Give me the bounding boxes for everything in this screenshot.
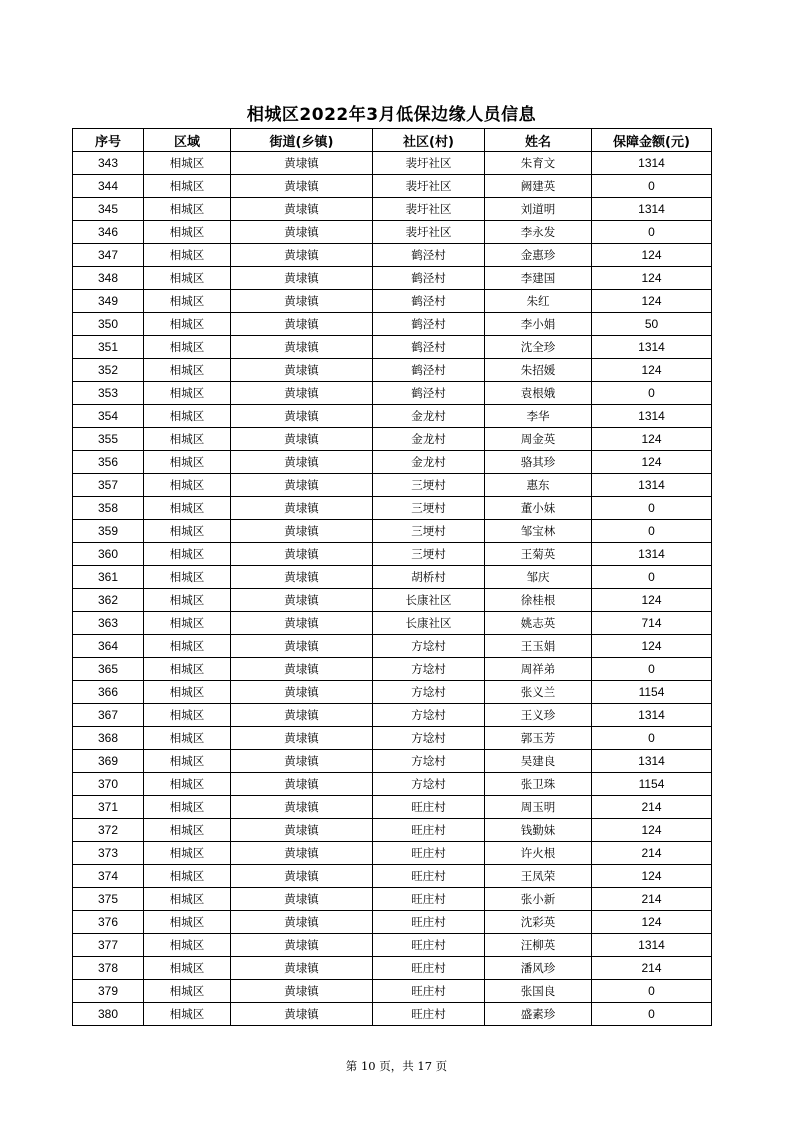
cell-district: 相城区 <box>144 612 231 635</box>
cell-community: 鹤泾村 <box>373 244 485 267</box>
cell-street: 黄埭镇 <box>231 336 373 359</box>
cell-community: 方埝村 <box>373 704 485 727</box>
cell-serial: 346 <box>73 221 144 244</box>
cell-community: 旺庄村 <box>373 796 485 819</box>
cell-community: 方埝村 <box>373 635 485 658</box>
cell-district: 相城区 <box>144 152 231 175</box>
cell-name: 郭玉芳 <box>485 727 592 750</box>
cell-name: 汪柳英 <box>485 934 592 957</box>
cell-community: 方埝村 <box>373 727 485 750</box>
cell-name: 沈彩英 <box>485 911 592 934</box>
cell-community: 方埝村 <box>373 750 485 773</box>
cell-name: 钱勤妹 <box>485 819 592 842</box>
cell-community: 旺庄村 <box>373 957 485 980</box>
cell-community: 裴圩社区 <box>373 221 485 244</box>
cell-street: 黄埭镇 <box>231 612 373 635</box>
table-row <box>73 773 712 796</box>
header-name: 姓名 <box>485 129 592 152</box>
table-row <box>73 796 712 819</box>
table-row <box>73 451 712 474</box>
cell-district: 相城区 <box>144 520 231 543</box>
cell-street: 黄埭镇 <box>231 267 373 290</box>
table-row <box>73 750 712 773</box>
header-amount: 保障金额(元) <box>592 129 712 152</box>
cell-amount: 0 <box>592 221 712 244</box>
cell-street: 黄埭镇 <box>231 244 373 267</box>
table-row <box>73 428 712 451</box>
cell-district: 相城区 <box>144 842 231 865</box>
cell-street: 黄埭镇 <box>231 589 373 612</box>
cell-serial: 345 <box>73 198 144 221</box>
cell-serial: 375 <box>73 888 144 911</box>
cell-amount: 714 <box>592 612 712 635</box>
cell-street: 黄埭镇 <box>231 221 373 244</box>
cell-serial: 370 <box>73 773 144 796</box>
cell-community: 金龙村 <box>373 405 485 428</box>
cell-amount: 1154 <box>592 773 712 796</box>
cell-serial: 371 <box>73 796 144 819</box>
cell-community: 旺庄村 <box>373 911 485 934</box>
cell-community: 旺庄村 <box>373 819 485 842</box>
table-row <box>73 934 712 957</box>
cell-street: 黄埭镇 <box>231 658 373 681</box>
cell-district: 相城区 <box>144 474 231 497</box>
cell-street: 黄埭镇 <box>231 911 373 934</box>
cell-name: 王凤荣 <box>485 865 592 888</box>
cell-street: 黄埭镇 <box>231 152 373 175</box>
cell-serial: 364 <box>73 635 144 658</box>
cell-serial: 352 <box>73 359 144 382</box>
cell-district: 相城区 <box>144 750 231 773</box>
cell-name: 徐桂根 <box>485 589 592 612</box>
cell-district: 相城区 <box>144 405 231 428</box>
table-row <box>73 152 712 175</box>
cell-serial: 348 <box>73 267 144 290</box>
cell-amount: 214 <box>592 796 712 819</box>
table-row <box>73 382 712 405</box>
cell-amount: 124 <box>592 635 712 658</box>
cell-street: 黄埭镇 <box>231 842 373 865</box>
table-row <box>73 313 712 336</box>
cell-district: 相城区 <box>144 635 231 658</box>
cell-serial: 343 <box>73 152 144 175</box>
cell-district: 相城区 <box>144 980 231 1003</box>
cell-district: 相城区 <box>144 543 231 566</box>
cell-serial: 360 <box>73 543 144 566</box>
cell-serial: 367 <box>73 704 144 727</box>
cell-name: 沈全珍 <box>485 336 592 359</box>
table-header-row <box>73 129 712 152</box>
table-row <box>73 543 712 566</box>
table-row <box>73 819 712 842</box>
cell-name: 王义珍 <box>485 704 592 727</box>
header-street: 街道(乡镇) <box>231 129 373 152</box>
cell-amount: 1314 <box>592 336 712 359</box>
cell-amount: 0 <box>592 566 712 589</box>
cell-district: 相城区 <box>144 865 231 888</box>
cell-district: 相城区 <box>144 796 231 819</box>
cell-amount: 1314 <box>592 704 712 727</box>
cell-name: 周玉明 <box>485 796 592 819</box>
cell-community: 三埂村 <box>373 474 485 497</box>
cell-name: 吴建良 <box>485 750 592 773</box>
table-row <box>73 681 712 704</box>
cell-street: 黄埭镇 <box>231 405 373 428</box>
cell-serial: 380 <box>73 1003 144 1026</box>
cell-street: 黄埭镇 <box>231 198 373 221</box>
cell-amount: 1314 <box>592 152 712 175</box>
cell-community: 旺庄村 <box>373 934 485 957</box>
table-row <box>73 635 712 658</box>
cell-name: 许火根 <box>485 842 592 865</box>
cell-name: 李华 <box>485 405 592 428</box>
cell-serial: 378 <box>73 957 144 980</box>
cell-street: 黄埭镇 <box>231 566 373 589</box>
cell-name: 周金英 <box>485 428 592 451</box>
cell-street: 黄埭镇 <box>231 428 373 451</box>
table-body <box>73 152 712 1026</box>
cell-name: 李小娟 <box>485 313 592 336</box>
cell-serial: 368 <box>73 727 144 750</box>
cell-serial: 369 <box>73 750 144 773</box>
cell-serial: 366 <box>73 681 144 704</box>
cell-name: 王玉娟 <box>485 635 592 658</box>
cell-street: 黄埭镇 <box>231 681 373 704</box>
cell-amount: 214 <box>592 888 712 911</box>
table-row <box>73 957 712 980</box>
cell-amount: 124 <box>592 911 712 934</box>
cell-street: 黄埭镇 <box>231 773 373 796</box>
cell-district: 相城区 <box>144 497 231 520</box>
cell-district: 相城区 <box>144 336 231 359</box>
document-title: 相城区2022年3月低保边缘人员信息 <box>246 105 537 125</box>
cell-community: 鹤泾村 <box>373 267 485 290</box>
cell-amount: 0 <box>592 1003 712 1026</box>
cell-community: 三埂村 <box>373 497 485 520</box>
cell-amount: 124 <box>592 451 712 474</box>
cell-street: 黄埭镇 <box>231 750 373 773</box>
cell-district: 相城区 <box>144 911 231 934</box>
cell-street: 黄埭镇 <box>231 290 373 313</box>
page-footer: 第 10 页，共 17 页 <box>345 1059 448 1073</box>
cell-amount: 1314 <box>592 543 712 566</box>
cell-street: 黄埭镇 <box>231 175 373 198</box>
cell-district: 相城区 <box>144 819 231 842</box>
cell-amount: 0 <box>592 382 712 405</box>
table-row <box>73 244 712 267</box>
cell-district: 相城区 <box>144 313 231 336</box>
cell-community: 胡桥村 <box>373 566 485 589</box>
cell-community: 鹤泾村 <box>373 313 485 336</box>
cell-district: 相城区 <box>144 773 231 796</box>
cell-amount: 124 <box>592 290 712 313</box>
cell-serial: 377 <box>73 934 144 957</box>
cell-street: 黄埭镇 <box>231 727 373 750</box>
cell-street: 黄埭镇 <box>231 635 373 658</box>
cell-name: 张小新 <box>485 888 592 911</box>
cell-name: 朱育文 <box>485 152 592 175</box>
cell-street: 黄埭镇 <box>231 543 373 566</box>
cell-amount: 124 <box>592 865 712 888</box>
cell-community: 旺庄村 <box>373 842 485 865</box>
cell-community: 鹤泾村 <box>373 336 485 359</box>
table-row <box>73 497 712 520</box>
cell-district: 相城区 <box>144 359 231 382</box>
cell-amount: 0 <box>592 175 712 198</box>
cell-amount: 0 <box>592 520 712 543</box>
cell-district: 相城区 <box>144 704 231 727</box>
cell-name: 金惠珍 <box>485 244 592 267</box>
cell-community: 旺庄村 <box>373 1003 485 1026</box>
table-row <box>73 612 712 635</box>
table-row <box>73 589 712 612</box>
cell-serial: 361 <box>73 566 144 589</box>
cell-amount: 1314 <box>592 198 712 221</box>
cell-street: 黄埭镇 <box>231 704 373 727</box>
header-serial: 序号 <box>73 129 144 152</box>
cell-district: 相城区 <box>144 957 231 980</box>
table-row <box>73 704 712 727</box>
cell-district: 相城区 <box>144 727 231 750</box>
cell-community: 鹤泾村 <box>373 359 485 382</box>
cell-community: 三埂村 <box>373 520 485 543</box>
table-row <box>73 520 712 543</box>
cell-district: 相城区 <box>144 290 231 313</box>
cell-district: 相城区 <box>144 267 231 290</box>
cell-name: 潘风珍 <box>485 957 592 980</box>
cell-amount: 0 <box>592 727 712 750</box>
cell-street: 黄埭镇 <box>231 451 373 474</box>
cell-name: 姚志英 <box>485 612 592 635</box>
cell-serial: 376 <box>73 911 144 934</box>
cell-amount: 124 <box>592 244 712 267</box>
table-row <box>73 290 712 313</box>
cell-name: 阙建英 <box>485 175 592 198</box>
cell-street: 黄埭镇 <box>231 957 373 980</box>
cell-street: 黄埭镇 <box>231 888 373 911</box>
cell-district: 相城区 <box>144 1003 231 1026</box>
cell-serial: 379 <box>73 980 144 1003</box>
table-row <box>73 865 712 888</box>
cell-street: 黄埭镇 <box>231 520 373 543</box>
cell-community: 裴圩社区 <box>373 198 485 221</box>
cell-district: 相城区 <box>144 244 231 267</box>
cell-community: 裴圩社区 <box>373 175 485 198</box>
cell-community: 三埂村 <box>373 543 485 566</box>
cell-district: 相城区 <box>144 566 231 589</box>
cell-community: 方埝村 <box>373 658 485 681</box>
cell-street: 黄埭镇 <box>231 819 373 842</box>
cell-serial: 355 <box>73 428 144 451</box>
cell-street: 黄埭镇 <box>231 980 373 1003</box>
cell-serial: 359 <box>73 520 144 543</box>
cell-street: 黄埭镇 <box>231 1003 373 1026</box>
table-row <box>73 221 712 244</box>
cell-serial: 363 <box>73 612 144 635</box>
table-row <box>73 911 712 934</box>
cell-community: 金龙村 <box>373 451 485 474</box>
cell-community: 金龙村 <box>373 428 485 451</box>
cell-street: 黄埭镇 <box>231 313 373 336</box>
cell-street: 黄埭镇 <box>231 359 373 382</box>
table-row <box>73 198 712 221</box>
table-row <box>73 658 712 681</box>
table-row <box>73 359 712 382</box>
cell-name: 骆其珍 <box>485 451 592 474</box>
cell-district: 相城区 <box>144 888 231 911</box>
cell-amount: 124 <box>592 267 712 290</box>
cell-community: 旺庄村 <box>373 888 485 911</box>
table-row <box>73 980 712 1003</box>
cell-community: 长康社区 <box>373 589 485 612</box>
cell-serial: 344 <box>73 175 144 198</box>
cell-amount: 0 <box>592 497 712 520</box>
header-community: 社区(村) <box>373 129 485 152</box>
cell-amount: 124 <box>592 428 712 451</box>
table-row <box>73 888 712 911</box>
table-row <box>73 474 712 497</box>
cell-community: 鹤泾村 <box>373 290 485 313</box>
cell-district: 相城区 <box>144 681 231 704</box>
table-row <box>73 842 712 865</box>
cell-serial: 365 <box>73 658 144 681</box>
cell-district: 相城区 <box>144 451 231 474</box>
cell-name: 朱招媛 <box>485 359 592 382</box>
cell-street: 黄埭镇 <box>231 934 373 957</box>
cell-name: 邹宝林 <box>485 520 592 543</box>
cell-amount: 214 <box>592 957 712 980</box>
cell-name: 袁根娥 <box>485 382 592 405</box>
cell-name: 盛素珍 <box>485 1003 592 1026</box>
cell-name: 李永发 <box>485 221 592 244</box>
cell-amount: 1314 <box>592 474 712 497</box>
cell-street: 黄埭镇 <box>231 865 373 888</box>
cell-district: 相城区 <box>144 428 231 451</box>
cell-serial: 349 <box>73 290 144 313</box>
cell-serial: 353 <box>73 382 144 405</box>
cell-amount: 50 <box>592 313 712 336</box>
cell-serial: 347 <box>73 244 144 267</box>
table-row <box>73 1003 712 1026</box>
cell-amount: 1314 <box>592 934 712 957</box>
table-row <box>73 267 712 290</box>
cell-name: 张义兰 <box>485 681 592 704</box>
cell-name: 邹庆 <box>485 566 592 589</box>
cell-community: 旺庄村 <box>373 865 485 888</box>
cell-community: 旺庄村 <box>373 980 485 1003</box>
cell-community: 裴圩社区 <box>373 152 485 175</box>
cell-serial: 362 <box>73 589 144 612</box>
table-row <box>73 175 712 198</box>
cell-serial: 350 <box>73 313 144 336</box>
cell-name: 王菊英 <box>485 543 592 566</box>
cell-name: 张卫珠 <box>485 773 592 796</box>
cell-community: 方埝村 <box>373 681 485 704</box>
cell-amount: 1314 <box>592 405 712 428</box>
cell-district: 相城区 <box>144 198 231 221</box>
cell-serial: 351 <box>73 336 144 359</box>
cell-district: 相城区 <box>144 589 231 612</box>
cell-street: 黄埭镇 <box>231 796 373 819</box>
cell-name: 周祥弟 <box>485 658 592 681</box>
cell-serial: 354 <box>73 405 144 428</box>
table-row <box>73 727 712 750</box>
cell-community: 方埝村 <box>373 773 485 796</box>
cell-street: 黄埭镇 <box>231 382 373 405</box>
cell-district: 相城区 <box>144 658 231 681</box>
cell-community: 鹤泾村 <box>373 382 485 405</box>
cell-amount: 124 <box>592 589 712 612</box>
cell-amount: 124 <box>592 819 712 842</box>
table-row <box>73 405 712 428</box>
cell-name: 张国良 <box>485 980 592 1003</box>
cell-district: 相城区 <box>144 221 231 244</box>
cell-district: 相城区 <box>144 934 231 957</box>
table-row <box>73 566 712 589</box>
cell-name: 刘道明 <box>485 198 592 221</box>
cell-serial: 374 <box>73 865 144 888</box>
cell-name: 董小妹 <box>485 497 592 520</box>
cell-name: 朱红 <box>485 290 592 313</box>
cell-serial: 356 <box>73 451 144 474</box>
cell-district: 相城区 <box>144 175 231 198</box>
cell-amount: 1154 <box>592 681 712 704</box>
cell-amount: 1314 <box>592 750 712 773</box>
cell-street: 黄埭镇 <box>231 474 373 497</box>
cell-serial: 357 <box>73 474 144 497</box>
cell-amount: 0 <box>592 658 712 681</box>
cell-street: 黄埭镇 <box>231 497 373 520</box>
cell-amount: 0 <box>592 980 712 1003</box>
recipients-table <box>72 128 712 1026</box>
cell-district: 相城区 <box>144 382 231 405</box>
cell-name: 李建国 <box>485 267 592 290</box>
cell-community: 长康社区 <box>373 612 485 635</box>
cell-amount: 124 <box>592 359 712 382</box>
cell-amount: 214 <box>592 842 712 865</box>
cell-serial: 372 <box>73 819 144 842</box>
cell-name: 惠东 <box>485 474 592 497</box>
header-district: 区域 <box>144 129 231 152</box>
cell-serial: 373 <box>73 842 144 865</box>
table-row <box>73 336 712 359</box>
cell-serial: 358 <box>73 497 144 520</box>
